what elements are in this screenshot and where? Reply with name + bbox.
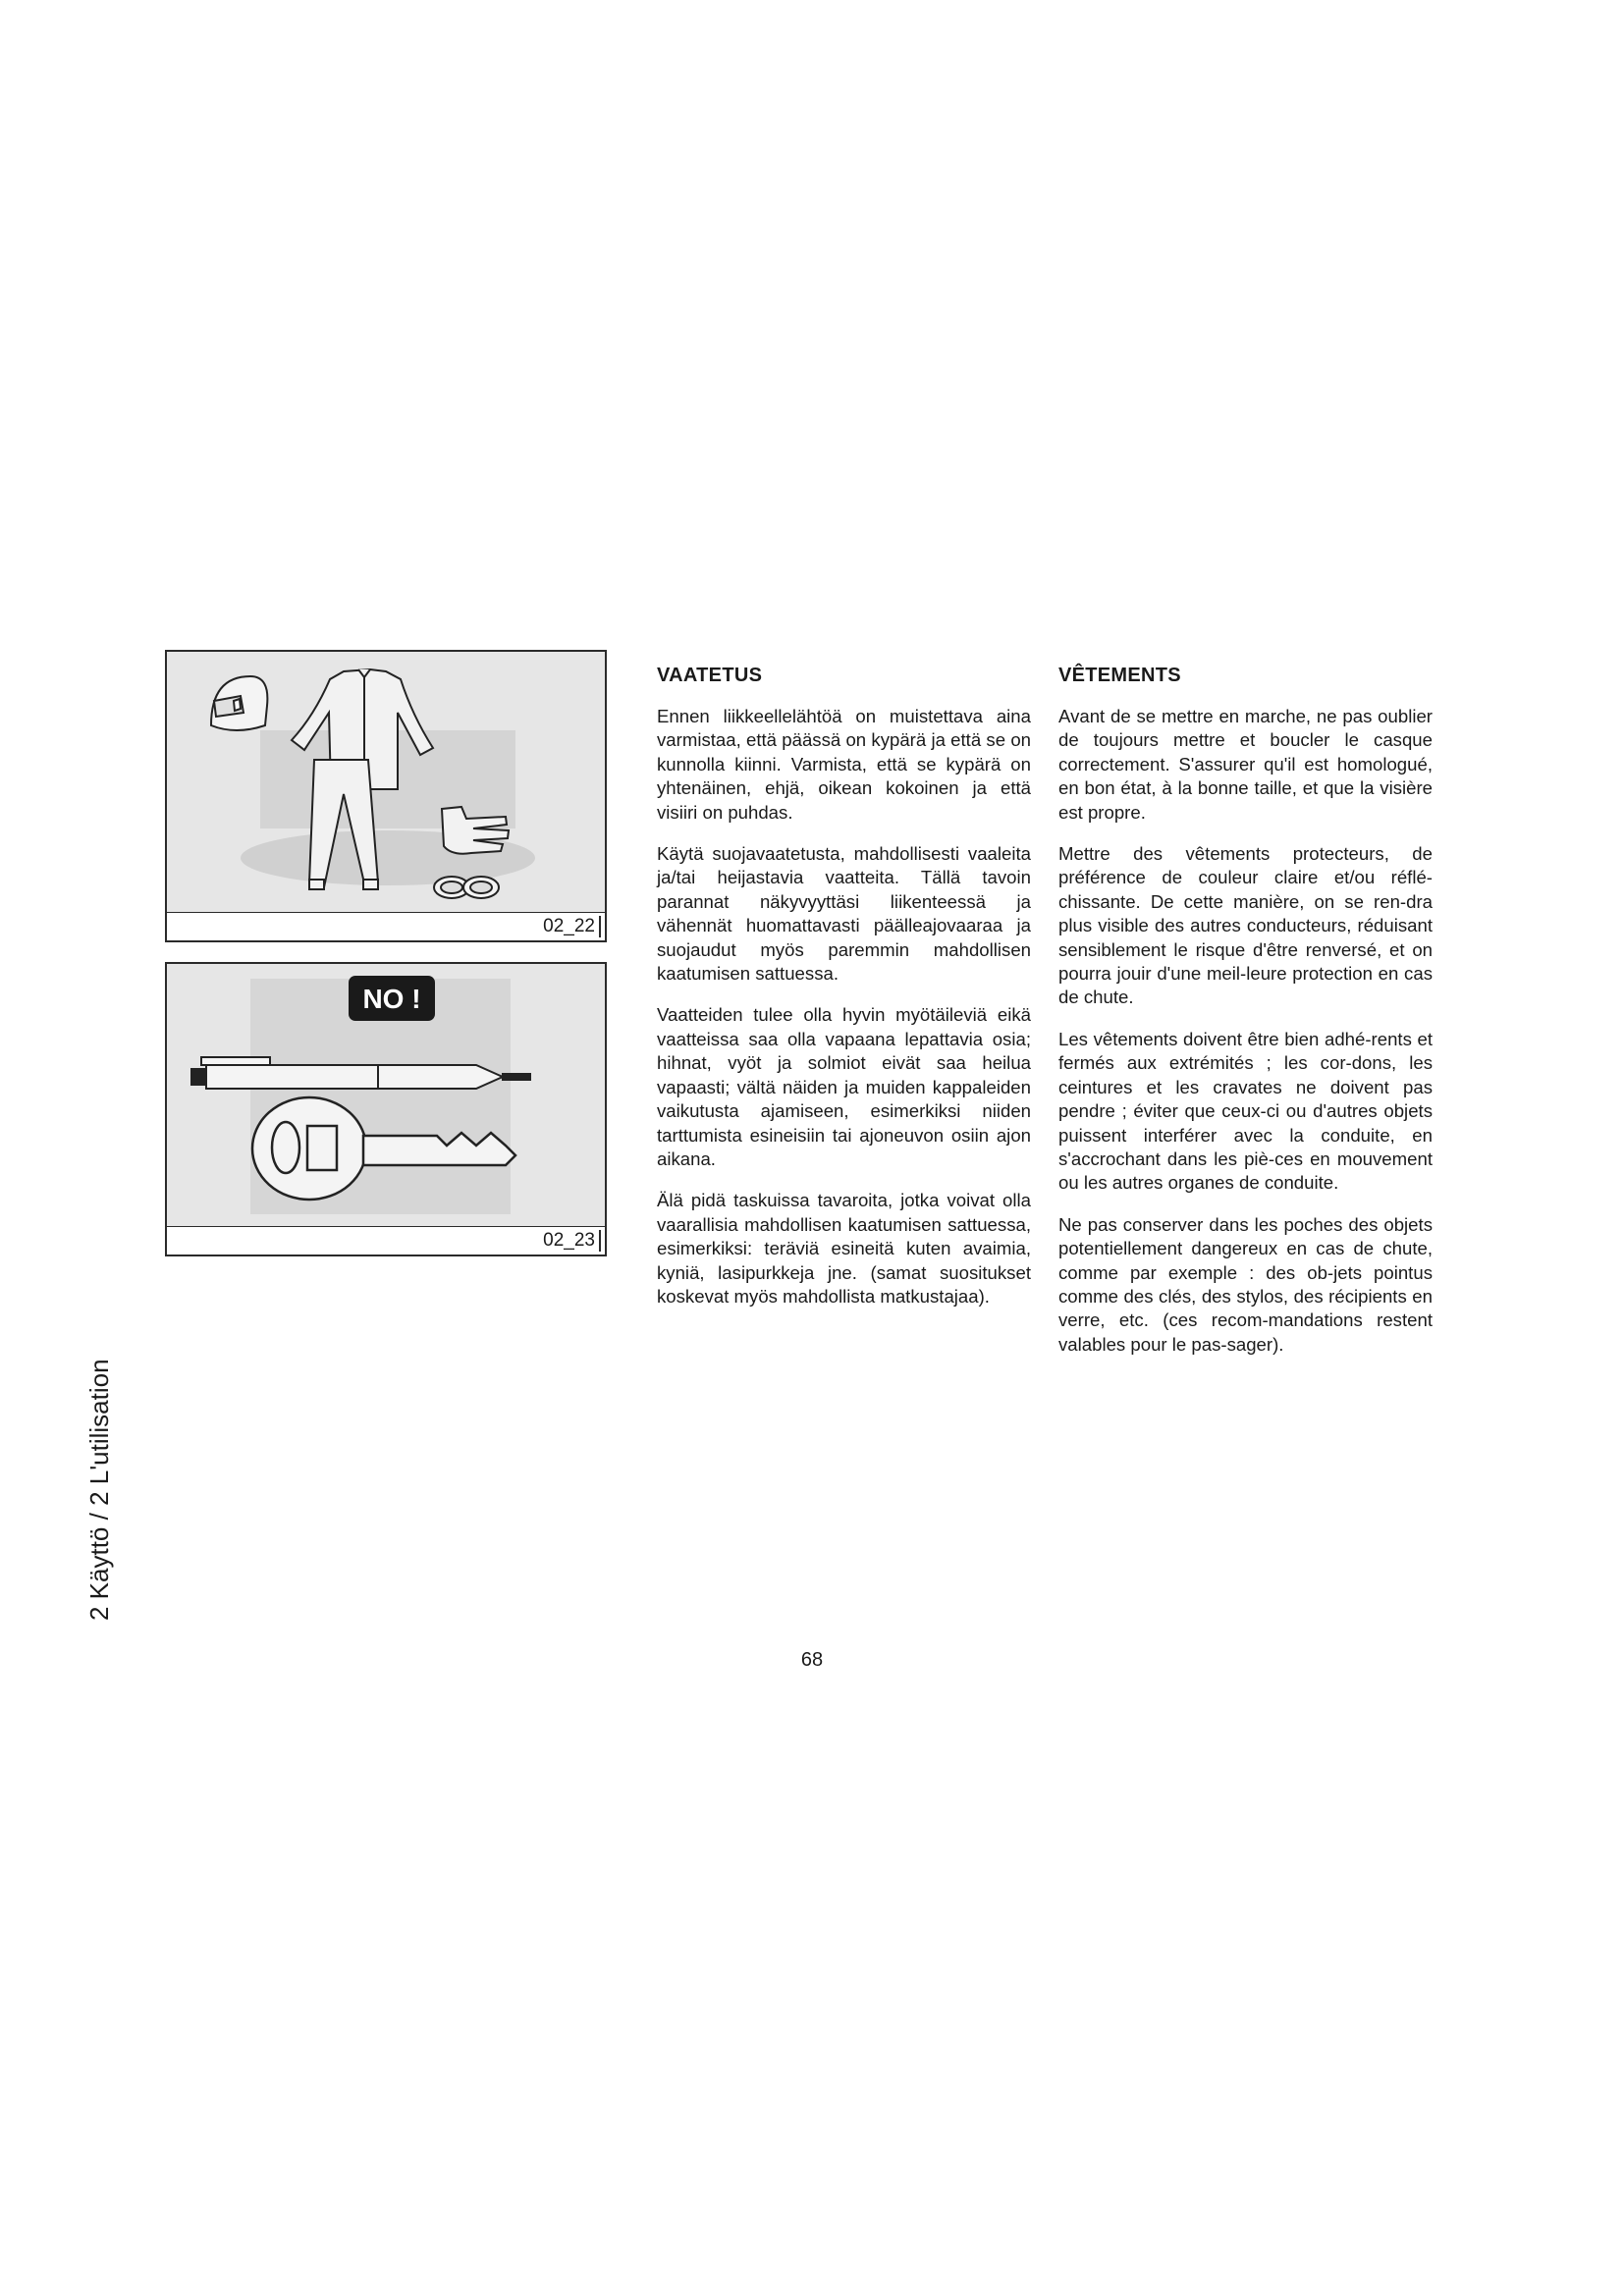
- figure-code: 02_23: [543, 1230, 601, 1252]
- paragraph: Älä pidä taskuissa tavaroita, jotka voivat olla vaarallisia mahdollisen kaatumisen sattuessa, esimerkiksi: teräviä esineitä kuten avaimia, kyniä, lasipurkkeja jne. (samat suositukset koskevat myös mahdollista matkustajaa).: [657, 1190, 1031, 1307]
- paragraph: Les vêtements doivent être bien adhé-rents et fermés aux extrémités ; les cor-dons, les ceintures et les cravates ne doivent pas pendre ; éviter que ceux-ci ou d'autres objets puissent interférer avec la conduite, en s'accrochant dans les piè-ces en mouvement ou les autres organes de conduite.: [1058, 1028, 1433, 1194]
- paragraph: Avant de se mettre en marche, ne pas oublier de toujours mettre et boucler le casque correctement. S'assurer qu'il est homologué, en bon état, à la bonne taille, et que la visière est propre.: [1058, 706, 1433, 823]
- paragraph: Ne pas conserver dans les poches des objets potentiellement dangereux en cas de chute, comme par exemple : des ob-jets pointus comme des clés, des stylos, des récipients en verre, etc. (ces recom-mandations restent valables pour le pas-sager).: [1058, 1213, 1433, 1355]
- section-heading: VÊTEMENTS: [1058, 665, 1181, 686]
- figure-dangerous-objects: [165, 962, 607, 1256]
- paragraph: Vaatteiden tulee olla hyvin myötäileviä eikä vaatteissa saa olla vapaana lepattavia osia; hihnat, vyöt ja solmiot eivät saa heilua vapaasti; vältä näiden ja muiden kappaleiden vaikutusta ajamiseen, esimerkiksi niiden tarttumista esineisiin tai ajoneuvon osiin ajon aikana.: [657, 1004, 1031, 1169]
- protective-clothing-illustration: [167, 652, 605, 915]
- helmet-icon: [211, 676, 267, 730]
- french-column: [1058, 664, 1433, 1374]
- page-number: 68: [800, 1649, 824, 1671]
- paragraph: Käytä suojavaatetusta, mahdollisesti vaaleita ja/tai heijastavia vaatteita. Tällä tavoin parannat näkyvyyttäsi liikenteessä ja vähennät huomattavasti päälleajovaaraa ja suojaudut myös paremmin mahdollisen kaatumisen sattuessa.: [657, 843, 1031, 985]
- figure-caption-strip: [167, 1226, 605, 1255]
- paragraph: Ennen liikkeellelähtöä on muistettava aina varmistaa, että päässä on kypärä ja että se on kunnolla kiinni. Varmista, että se kypärä on yhtenäinen, ehjä, oikean kokoinen ja että visiiri on puhdas.: [657, 706, 1031, 823]
- paragraph: Mettre des vêtements protecteurs, de préférence de couleur claire et/ou réflé-chissante. De cette manière, on se ren-dra plus visible des autres conducteurs, réduisant sensiblement le risque d'être renversé, et on pourra jouir d'une meil-leure protection en cas de chute.: [1058, 843, 1433, 1008]
- chapter-side-label: 2 Käyttö / 2 L'utilisation: [84, 1359, 114, 1621]
- finnish-column: [657, 664, 1031, 1326]
- no-warning-badge: [349, 976, 435, 1021]
- section-heading: VAATETUS: [657, 665, 763, 686]
- svg-text:NO !: NO !: [362, 984, 421, 1014]
- dangerous-objects-illustration: [167, 964, 605, 1227]
- figure-protective-clothing: [165, 650, 607, 942]
- figure-caption-strip: [167, 912, 605, 940]
- figure-code: 02_22: [543, 916, 601, 937]
